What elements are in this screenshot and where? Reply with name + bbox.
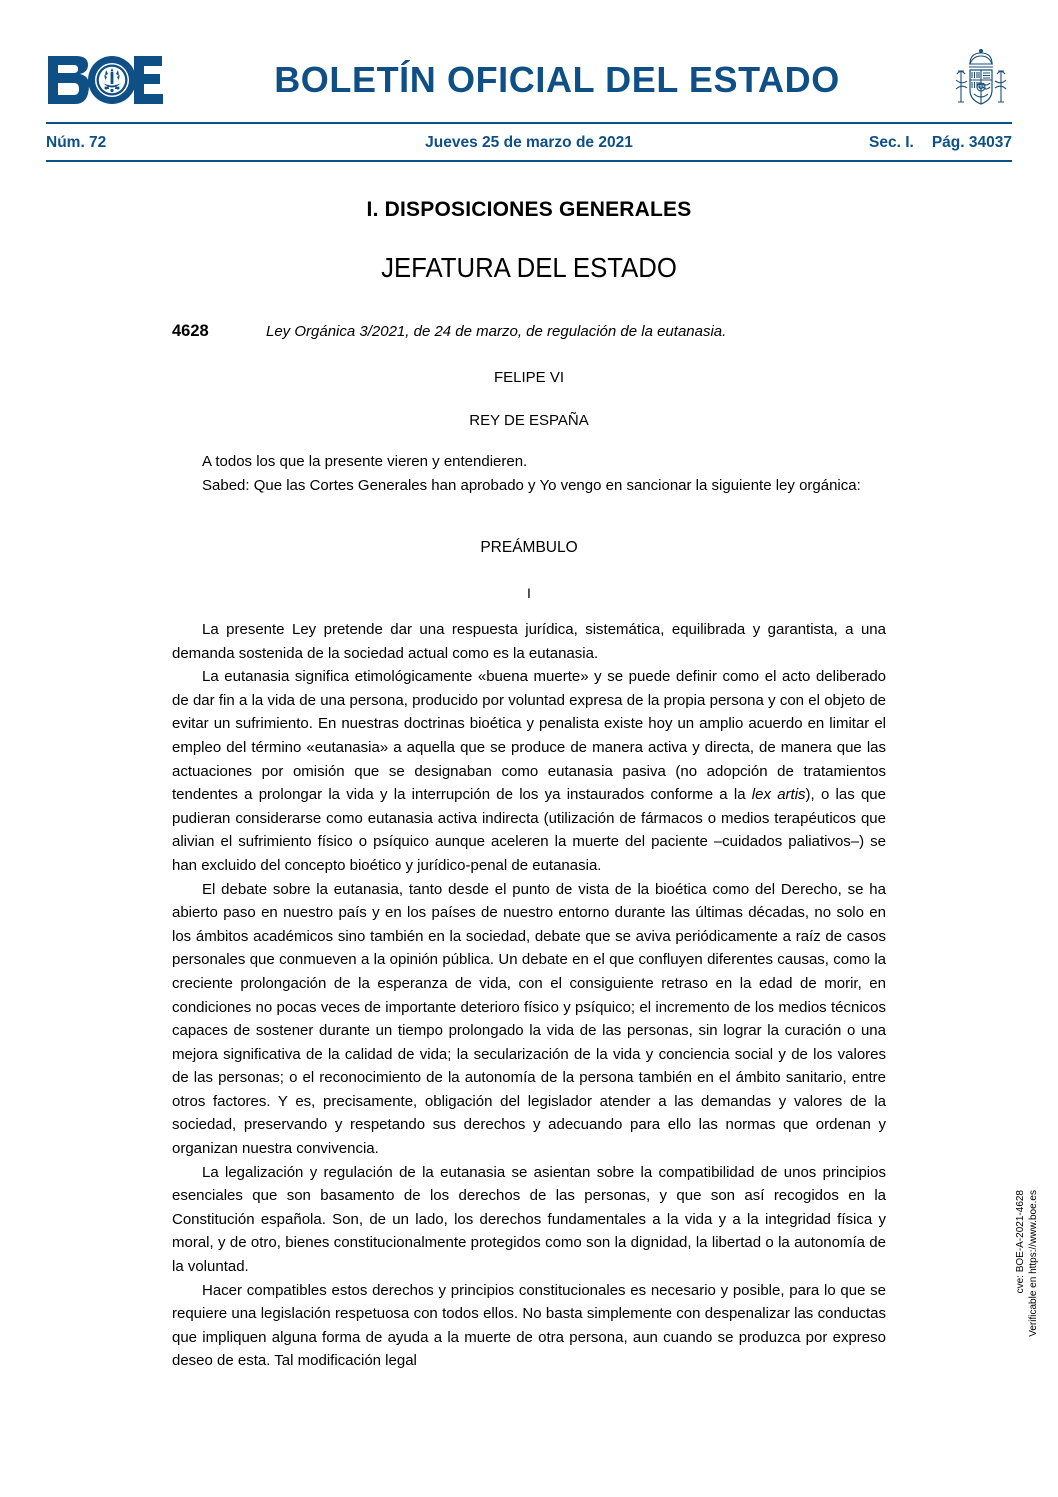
page-title: BOLETÍN OFICIAL DEL ESTADO: [274, 59, 840, 100]
paragraph-1: La presente Ley pretende dar una respuesta jurídica, sistemática, equilibrada y garantista, a una demanda sostenida de la sociedad actual como es la eutanasia.: [172, 621, 886, 662]
law-entry: [172, 322, 886, 341]
preamble-numeral: I: [527, 585, 531, 601]
header-rule-bottom: [46, 160, 1012, 162]
sanction-block: [172, 450, 886, 497]
issue-number: Núm. 72: [46, 134, 107, 151]
boe-logo-icon: [46, 53, 164, 107]
law-number: 4628: [172, 322, 209, 340]
preamble-body: [172, 618, 886, 1373]
king-name: FELIPE VI: [493, 369, 565, 386]
law-title: Ley Orgánica 3/2021, de 24 de marzo, de regulación de la eutanasia.: [266, 323, 727, 340]
masthead: [46, 44, 1012, 116]
section-heading: I. DISPOSICIONES GENERALES: [366, 198, 692, 221]
paragraph-4: La legalización y regulación de la eutanasia se asientan sobre la compatibilidad de unos principios esenciales que son basamento de los derechos de las personas, y que son así recogidos en la Constitución española. Son, de un lado, los derechos fundamentales a la vida y a la integridad física y moral, y de otro, bienes constitucionalmente protegidos como son la dignidad, la libertad o la autonomía de la voluntad.: [172, 1163, 886, 1276]
section-and-page: [782, 134, 1012, 152]
verification-sidebar: [1014, 1190, 1048, 1420]
preamble-heading: PREÁMBULO: [480, 539, 578, 556]
page-label: Pág. 34037: [931, 134, 1012, 151]
cve-code: cve: BOE-A-2021-4628: [1015, 1190, 1026, 1294]
coat-of-arms-icon: [950, 44, 1012, 116]
issue-date: Jueves 25 de marzo de 2021: [425, 134, 633, 151]
sanction-line-1: A todos los que la presente vieren y entendieren.: [202, 453, 528, 470]
paragraph-2-part-a: La eutanasia significa etimológicamente «buena muerte» y se puede definir como el acto deliberado de dar fin a la vida de una persona, producido por voluntad expresa de la propia persona y con el objeto de evitar un sufrimiento. En nuestras doctrinas bioética y penalista existe hoy un amplio acuerdo en limitar el empleo del término «eutanasia» a aquella que se produce de manera activa y directa, de manera que las actuaciones por omisión que se designaban como eutanasia pasiva (no adopción de tratamientos tendentes a prolongar la vida y la interrupción de los ya instaurados conforme a la: [172, 668, 886, 804]
header-rule-top: [46, 122, 1012, 124]
section-label: Sec. I.: [869, 134, 914, 151]
verification-url[interactable]: Verificable en https://www.boe.es: [1028, 1190, 1039, 1337]
organism-heading: JEFATURA DEL ESTADO: [381, 252, 677, 283]
sanction-line-2: Sabed: Que las Cortes Generales han aprobado y Yo vengo en sancionar la siguiente ley orgánica:: [202, 476, 861, 494]
header-info-row: [46, 128, 1012, 158]
paragraph-3: El debate sobre la eutanasia, tanto desde el punto de vista de la bioética como del Derecho, se ha abierto paso en nuestro país y en los países de nuestro entorno durante las últimas décadas, no solo en los ámbitos académicos sino también en la sociedad, debate que se aviva periódicamente a raíz de casos personales que conmueven a la opinión pública. Un debate en el que confluyen diferentes causas, como la creciente prolongación de la esperanza de vida, con el consiguiente retraso en la edad de morir, en condiciones no pocas veces de importante deterioro físico y psíquico; el incremento de los medios técnicos capaces de sostener durante un tiempo prolongado la vida de las personas, sin lograr la curación o una mejora significativa de la calidad de vida; la secularización de la vida y conciencia social y de los valores de las personas; o el reconocimiento de la autonomía de la persona también en el ámbito sanitario, entre otros factores. Y es, precisamente, obligación del legislador atender a las demandas y valores de la sociedad, preservando y respetando sus derechos y adecuando para ello las normas que ordenan y organizan nuestra convivencia.: [172, 880, 886, 1158]
paragraph-2: [172, 665, 886, 877]
paragraph-2-latin-term: lex artis: [751, 786, 806, 804]
paragraph-5: Hacer compatibles estos derechos y principios constitucionales es necesario y posible, para lo que se requiere una legislación respetuosa con todos ellos. No basta simplemente con despenalizar las conductas que impliquen alguna forma de ayuda a la muerte de otra persona, aun cuando se produzca por expreso deseo de esta. Tal modificación legal: [172, 1281, 886, 1370]
paragraph-2-part-b: ), o las que pudieran considerarse como eutanasia activa indirecta (utilización de fármacos o medios terapéuticos que alivian el sufrimiento físico o psíquico aunque aceleren la muerte del paciente –cuidados paliativos–) se han excluido del concepto bioético y jurídico-penal de eutanasia.: [172, 786, 886, 874]
king-title: REY DE ESPAÑA: [469, 412, 589, 429]
